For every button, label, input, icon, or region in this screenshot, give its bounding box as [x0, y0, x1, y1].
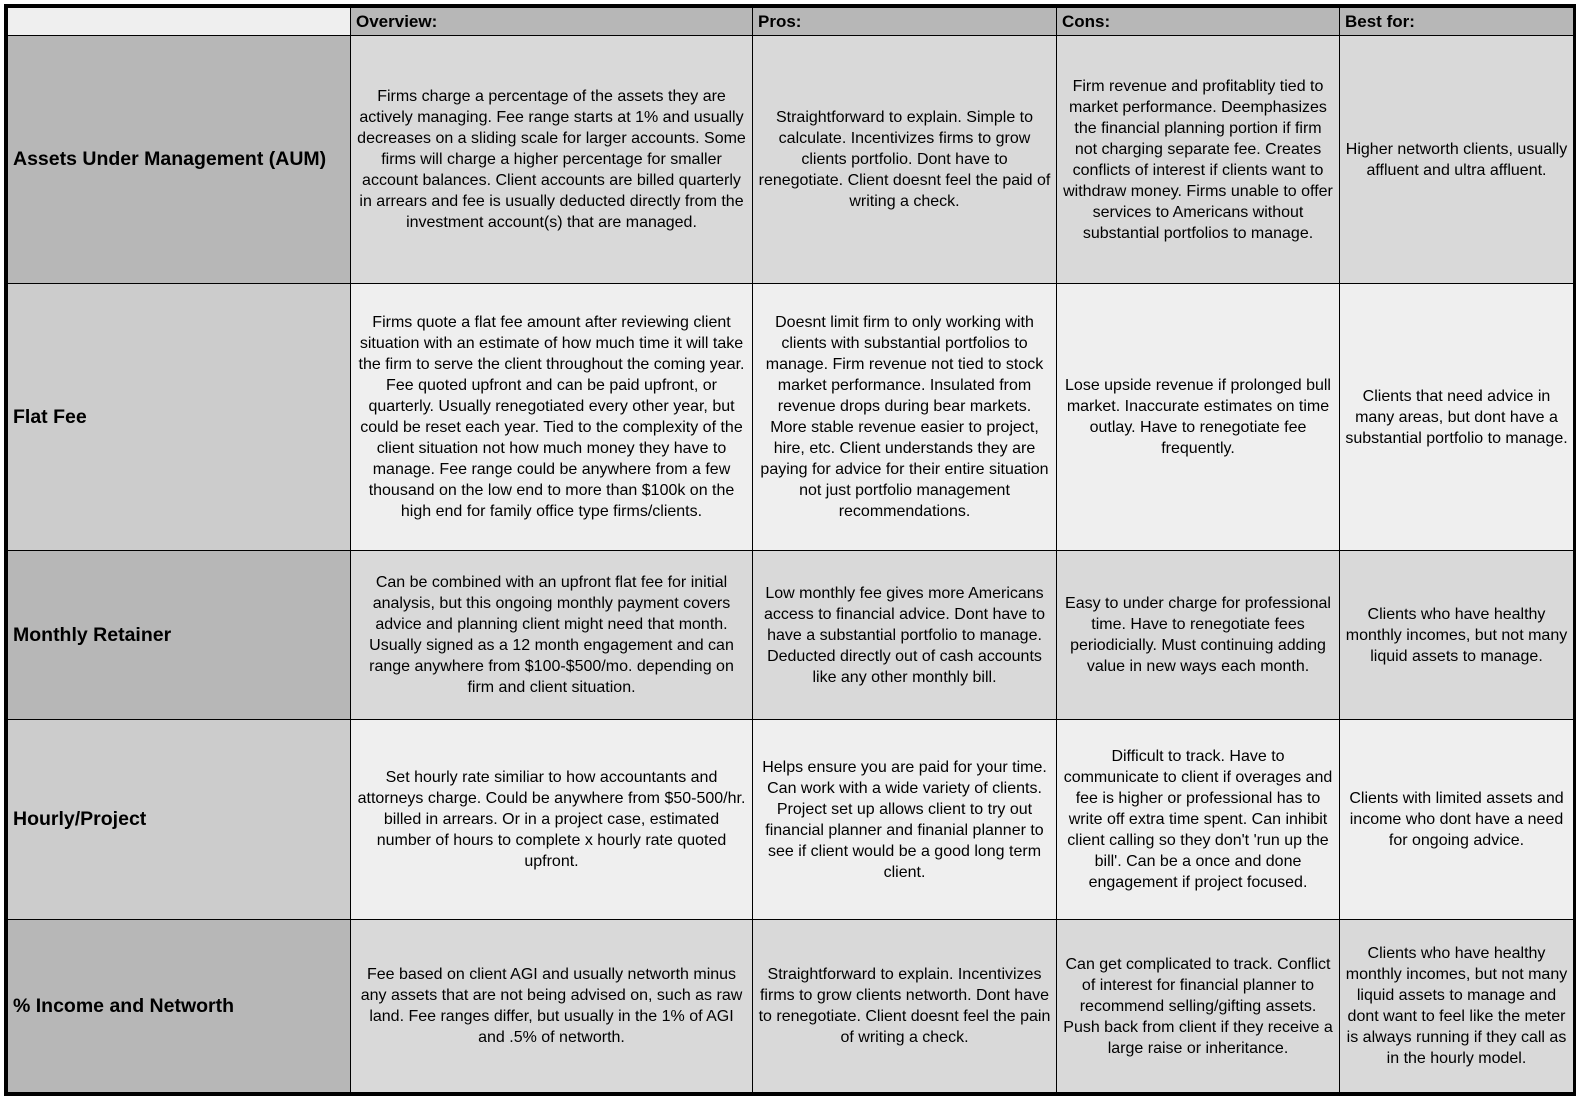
best-for-cell: Clients who have healthy monthly incomes, but not many liquid assets to manage and dont want to feel like the meter is always running if they call as in the hourly model.: [1340, 920, 1574, 1093]
pros-cell: Straightforward to explain. Incentivizes firms to grow clients networth. Dont have to renegotiate. Client doesnt feel the pain of writing a check.: [753, 920, 1057, 1093]
best-for-cell: Clients with limited assets and income who dont have a need for ongoing advice.: [1340, 720, 1574, 920]
cons-cell: Firm revenue and profitablity tied to market performance. Deemphasizes the financial planning portion if firm not charging separate fee. Creates conflicts of interest if clients want to withdraw money. Firms unable to offer services to Americans without substantial portfolios to manage.: [1057, 36, 1340, 284]
header-row: [8, 8, 1574, 36]
row-label: Hourly/Project: [8, 720, 351, 920]
pros-cell: Helps ensure you are paid for your time. Can work with a wide variety of clients. Project set up allows client to try out financial planner and finanial planner to see if client would be a good long term client.: [753, 720, 1057, 920]
header-overview: Overview:: [351, 8, 753, 36]
pros-cell: Doesnt limit firm to only working with clients with substantial portfolios to manage. Firm revenue not tied to stock market performance. Insulated from revenue drops during bear markets. More stable revenue easier to project, hire, etc. Client understands they are paying for advice for their entire situation not just portfolio management recommendations.: [753, 284, 1057, 551]
header-pros: Pros:: [753, 8, 1057, 36]
table-row-hourly-project: [8, 720, 1574, 920]
fee-model-comparison-table: [4, 4, 1576, 1096]
cons-cell: Can get complicated to track. Conflict of interest for financial planner to recommend selling/gifting assets. Push back from client if they receive a large raise or inheritance.: [1057, 920, 1340, 1093]
best-for-cell: Higher networth clients, usually affluent and ultra affluent.: [1340, 36, 1574, 284]
row-label: % Income and Networth: [8, 920, 351, 1093]
overview-cell: Firms charge a percentage of the assets they are actively managing. Fee range starts at 1% and usually decreases on a sliding scale for larger accounts. Some firms will charge a higher percentage for smaller account balances. Client accounts are billed quarterly in arrears and fee is usually deducted directly from the investment account(s) that are managed.: [351, 36, 753, 284]
header-best-for: Best for:: [1340, 8, 1574, 36]
row-label: Monthly Retainer: [8, 551, 351, 720]
row-label: Flat Fee: [8, 284, 351, 551]
cons-cell: Difficult to track. Have to communicate to client if overages and fee is higher or professional has to write off extra time spent. Can inhibit client calling so they don't 'run up the bill'. Can be a once and done engagement if project focused.: [1057, 720, 1340, 920]
corner-cell: [8, 8, 351, 36]
pros-cell: Straightforward to explain. Simple to calculate. Incentivizes firms to grow clients portfolio. Dont have to renegotiate. Client doesnt feel the paid of writing a check.: [753, 36, 1057, 284]
table-row-aum: [8, 36, 1574, 284]
header-cons: Cons:: [1057, 8, 1340, 36]
overview-cell: Fee based on client AGI and usually networth minus any assets that are not being advised on, such as raw land. Fee ranges differ, but usually in the 1% of AGI and .5% of networth.: [351, 920, 753, 1093]
table-row-flat-fee: [8, 284, 1574, 551]
overview-cell: Firms quote a flat fee amount after reviewing client situation with an estimate of how much time it will take the firm to serve the client throughout the coming year. Fee quoted upfront and can be paid upfront, or quarterly. Usually renegotiated every other year, but could be reset each year. Tied to the complexity of the client situation not how much money they have to manage. Fee range could be anywhere from a few thousand on the low end to more than $100k on the high end for family office type firms/clients.: [351, 284, 753, 551]
best-for-cell: Clients that need advice in many areas, but dont have a substantial portfolio to manage.: [1340, 284, 1574, 551]
pros-cell: Low monthly fee gives more Americans access to financial advice. Dont have to have a substantial portfolio to manage. Deducted directly out of cash accounts like any other monthly bill.: [753, 551, 1057, 720]
comparison-table: [7, 7, 1574, 1093]
best-for-cell: Clients who have healthy monthly incomes, but not many liquid assets to manage.: [1340, 551, 1574, 720]
cons-cell: Lose upside revenue if prolonged bull market. Inaccurate estimates on time outlay. Have to renegotiate fee frequently.: [1057, 284, 1340, 551]
table-row-income-networth: [8, 920, 1574, 1093]
overview-cell: Can be combined with an upfront flat fee for initial analysis, but this ongoing monthly payment covers advice and planning client might need that month. Usually signed as a 12 month engagement and can range anywhere from $100-$500/mo. depending on firm and client situation.: [351, 551, 753, 720]
overview-cell: Set hourly rate similiar to how accountants and attorneys charge. Could be anywhere from $50-500/hr. billed in arrears. Or in a project case, estimated number of hours to complete x hourly rate quoted upfront.: [351, 720, 753, 920]
table-row-monthly-retainer: [8, 551, 1574, 720]
cons-cell: Easy to under charge for professional time. Have to renegotiate fees periodicially. Must continuing adding value in new ways each month.: [1057, 551, 1340, 720]
row-label: Assets Under Management (AUM): [8, 36, 351, 284]
